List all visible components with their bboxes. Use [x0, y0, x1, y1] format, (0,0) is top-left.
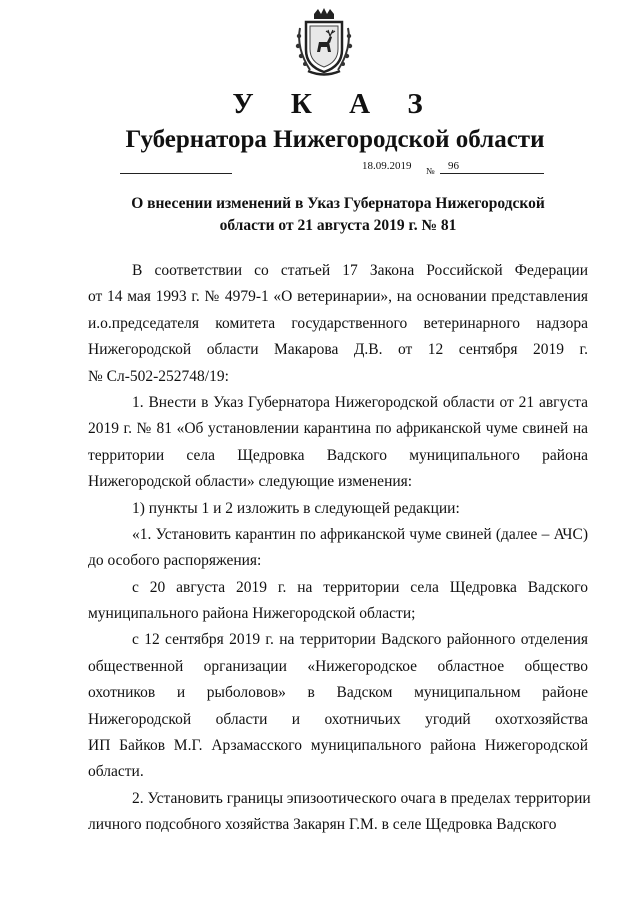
paragraph-line: от 14 мая 1993 г. № 4979-1 «О ветеринарии», на основании представления [88, 288, 588, 306]
paragraph-line: 1) пункты 1 и 2 изложить в следующей редакции: [132, 499, 460, 517]
blank-line-right [440, 173, 544, 174]
paragraph-line: 1. Внести в Указ Губернатора Нижегородской области от 21 августа [132, 393, 588, 411]
paragraph [88, 575, 588, 628]
paragraph-line: с 20 августа 2019 г. на территории села Щедровка Вадского [132, 578, 588, 596]
paragraph-line: личного подсобного хозяйства Закарян Г.М. в селе Щедровка Вадского [88, 816, 557, 834]
paragraph-line: общественной организации «Нижегородское областное общество [88, 657, 588, 675]
document-type-title: У К А З [232, 88, 438, 120]
document-date: 18.09.2019 [362, 160, 412, 172]
subject-line: области от 21 августа 2019 г. № 81 [219, 217, 457, 234]
paragraph-line: до особого распоряжения: [88, 552, 262, 570]
paragraph-line: ИП Байков М.Г. Арзамасского муниципального района Нижегородской [88, 737, 588, 755]
paragraph-line: и.о.председателя комитета государственного ветеринарного надзора [88, 314, 588, 332]
paragraph-line: 2019 г. № 81 «Об установлении карантина по африканской чуме свиней на [88, 420, 588, 438]
paragraph-line: охотников и рыболовов» в Вадском муниципальном районе [88, 684, 588, 702]
paragraph-line: Нижегородской области Макарова Д.В. от 12 сентября 2019 г. [88, 341, 588, 359]
paragraph-line: области. [88, 763, 144, 781]
subject-line: О внесении изменений в Указ Губернатора Нижегородской [131, 195, 545, 212]
issuer-title: Губернатора Нижегородской области [125, 126, 545, 153]
document-subject [100, 193, 576, 237]
paragraph-line: 2. Установить границы эпизоотического очага в пределах территории [132, 789, 591, 807]
paragraph [88, 390, 588, 496]
paragraph-line: с 12 сентября 2019 г. на территории Вадского районного отделения [132, 631, 588, 649]
document-number: 96 [448, 160, 459, 172]
blank-line-left [120, 173, 232, 174]
paragraph [88, 627, 588, 785]
number-sign: № [426, 166, 435, 176]
paragraph [88, 522, 588, 575]
paragraph-line: территории села Щедровка Вадского муниципального района [88, 446, 588, 464]
paragraph-line: Нижегородской области и охотничьих угодий охотхозяйства [88, 710, 588, 728]
coat-of-arms-emblem [292, 8, 356, 76]
paragraph-line: В соответствии со статьей 17 Закона Российской Федерации [132, 262, 588, 279]
paragraph [88, 496, 588, 522]
paragraph [88, 786, 591, 839]
document-body [88, 258, 591, 839]
paragraph-line: муниципального района Нижегородской области; [88, 605, 416, 623]
paragraph-line: «1. Установить карантин по африканской чуме свиней (далее – АЧС) [132, 525, 588, 543]
paragraph-line: № Сл-502-252748/19: [88, 367, 229, 385]
paragraph [88, 258, 588, 390]
paragraph-line: Нижегородской области» следующие изменения: [88, 473, 413, 491]
